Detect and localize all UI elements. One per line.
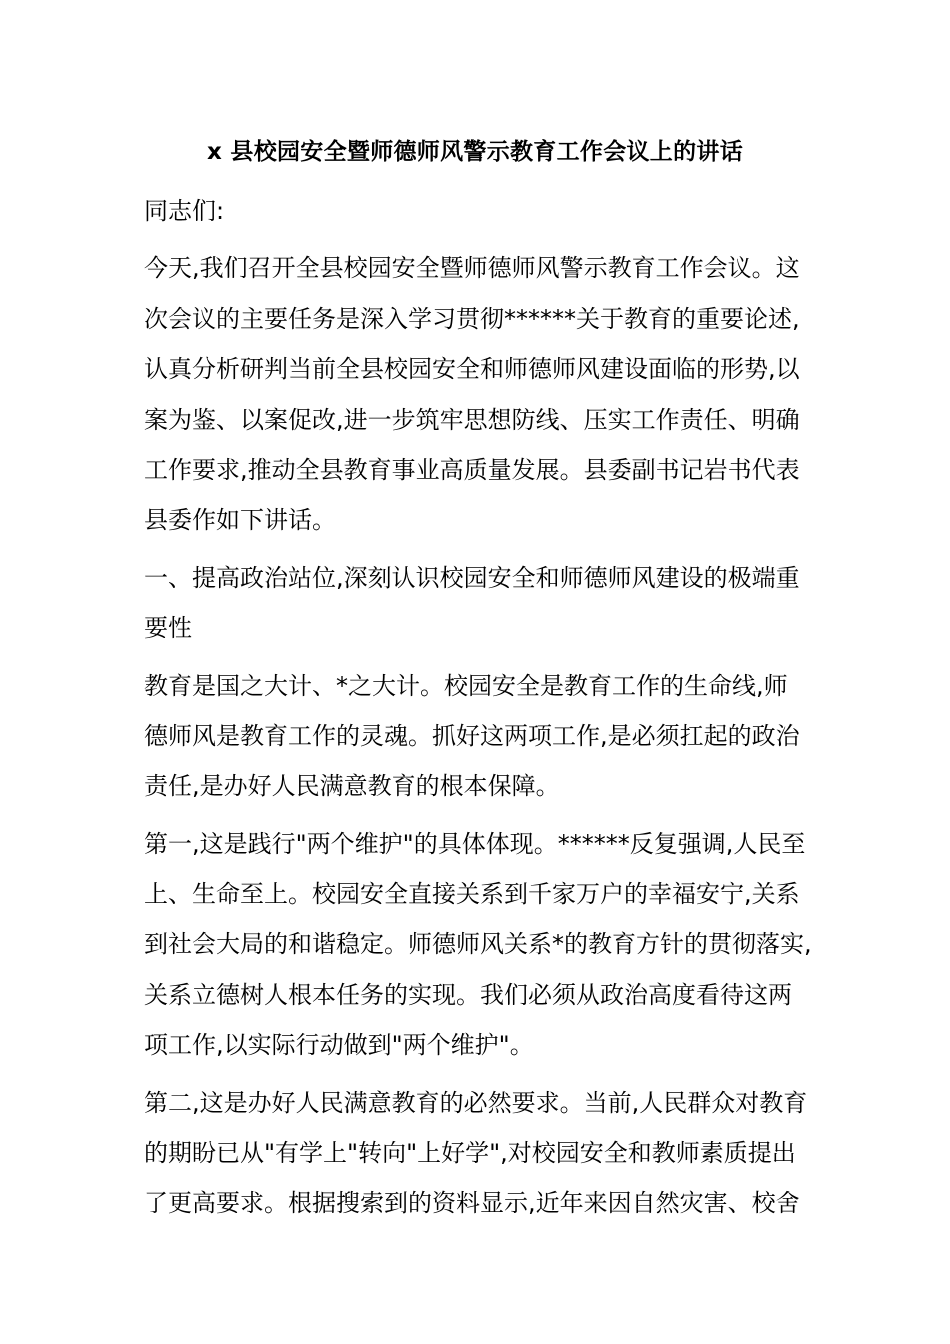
paragraph-line: 第一,这是践行"两个维护"的具体体现。******反复强调,人民至 [144,829,806,858]
paragraph-line: 项工作,以实际行动做到"两个维护"。 [144,1031,534,1060]
paragraph-line: 教育是国之大计、*之大计。校园安全是教育工作的生命线,师 [144,671,788,700]
paragraph-line: 上、生命至上。校园安全直接关系到千家万户的幸福安宁,关系 [144,880,800,909]
paragraph-line: 第二,这是办好人民满意教育的必然要求。当前,人民群众对教育 [144,1088,808,1117]
paragraph-line: 次会议的主要任务是深入学习贯彻******关于教育的重要论述, [144,304,800,333]
paragraph-line: 工作要求,推动全县教育事业高质量发展。县委副书记岩书代表 [144,455,800,484]
paragraph-line: 责任,是办好人民满意教育的根本保障。 [144,772,560,801]
paragraph-line: 案为鉴、以案促改,进一步筑牢思想防线、压实工作责任、明确 [144,405,800,434]
paragraph-line: 今天,我们召开全县校园安全暨师德师风警示教育工作会议。这 [144,254,800,283]
paragraph-line: 的期盼已从"有学上"转向"上好学",对校园安全和教师素质提出 [144,1139,796,1168]
paragraph-line: 了更高要求。根据搜索到的资料显示,近年来因自然灾害、校舍 [144,1189,800,1218]
heading-line: 要性 [144,614,192,643]
paragraph-line: 关系立德树人根本任务的实现。我们必须从政治高度看待这两 [144,980,792,1009]
paragraph-intro [144,243,808,545]
heading-line: 一、提高政治站位,深刻认识校园安全和师德师风建设的极端重 [144,563,800,592]
paragraph-line: 县委作如下讲话。 [144,506,336,535]
paragraph-second-point [144,1078,808,1229]
document-body [144,186,812,1229]
section-heading-1 [144,553,808,654]
document-title: x 县校园安全暨师德师风警示教育工作会议上的讲话 [206,139,744,165]
paragraph-line: 到社会大局的和谐稳定。师德师风关系*的教育方针的贯彻落实, [144,930,812,959]
paragraph-line: 认真分析研判当前全县校园安全和师德师风建设面临的形势,以 [144,355,800,384]
salutation: 同志们: [144,197,225,225]
paragraph-education [144,661,808,812]
paragraph-first-point [144,819,812,1071]
paragraph-line: 德师风是教育工作的灵魂。抓好这两项工作,是必须扛起的政治 [144,721,800,750]
